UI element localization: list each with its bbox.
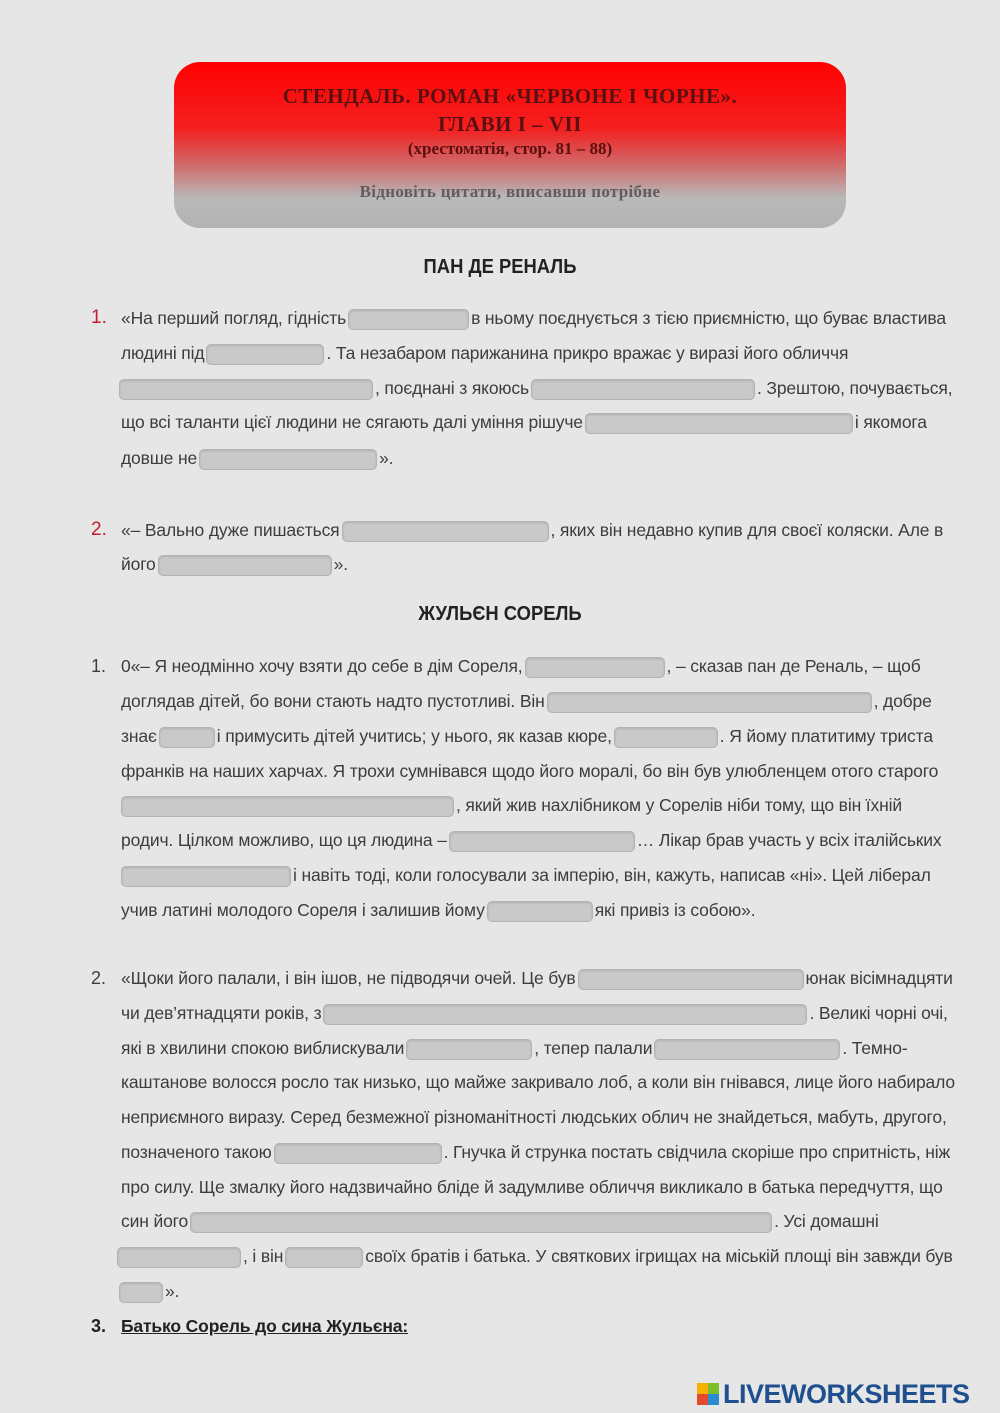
- answer-field[interactable]: [190, 1212, 772, 1233]
- question-label: Батько Сорель до сина Жульєна:: [121, 1316, 409, 1336]
- answer-field[interactable]: [121, 866, 291, 887]
- text-line: які в хвилини спокою виблискували , тепер палали . Темно-: [121, 1038, 908, 1058]
- answer-field[interactable]: [323, 1004, 807, 1025]
- text-line: чи дев’ятнадцяти років, з . Великі чорні очі,: [121, 1003, 948, 1023]
- text-line: син його . Усі домашні: [121, 1211, 879, 1231]
- answer-field[interactable]: [119, 1282, 163, 1303]
- text-line: , і він своїх братів і батька. У святкових ігрищах на міській площі він завжди був: [117, 1245, 953, 1268]
- answer-field[interactable]: [121, 796, 454, 817]
- question-number: 3.: [91, 1316, 107, 1336]
- question-number: 1.: [91, 656, 107, 676]
- answer-field[interactable]: [158, 555, 332, 576]
- source-line: (хрестоматія, стор. 81 – 88): [407, 139, 613, 158]
- section-title-de-renal: ПАН ДЕ РЕНАЛЬ: [423, 256, 577, 278]
- answer-field[interactable]: [119, 379, 373, 400]
- answer-field[interactable]: [547, 692, 872, 713]
- answer-field[interactable]: [274, 1143, 442, 1164]
- answer-field[interactable]: [159, 727, 215, 748]
- text-line: людині під . Та незабаром парижанина прикро вражає у виразі його обличчя: [121, 343, 849, 363]
- text-line: «– Вально дуже пишається , яких він недавно купив для своєї коляски. Але в: [121, 520, 944, 540]
- logo-text: LIVEWORKSHEETS: [723, 1378, 970, 1409]
- text-line: , поєднані з якоюсь . Зрештою, почувається,: [117, 377, 952, 400]
- liveworksheets-logo: [697, 1378, 970, 1410]
- answer-field[interactable]: [285, 1247, 363, 1268]
- text-line: і навіть тоді, коли голосували за імперію, він, кажуть, написав «ні». Цей ліберал: [121, 864, 931, 887]
- text-line: «На перший погляд, гідність в ньому поєднується з тією приємністю, що буває властива: [121, 308, 946, 328]
- answer-field[interactable]: [348, 309, 469, 330]
- title-line: СТЕНДАЛЬ. РОМАН «ЧЕРВОНЕ І ЧОРНЕ».: [282, 84, 738, 108]
- answer-field[interactable]: [406, 1039, 532, 1060]
- question-number: 2.: [91, 519, 107, 540]
- text-line: позначеного такою . Гнучка й струнка постать свідчила скоріше про спритність, ніж: [121, 1142, 951, 1162]
- answer-field[interactable]: [525, 657, 665, 678]
- text-line: учив латині молодого Сореля і залишив йому які привіз із собою».: [121, 900, 756, 920]
- text-line: «Щоки його палали, і він ішов, не підводячи очей. Це був юнак вісімнадцяти: [121, 968, 953, 988]
- text-line: 0«– Я неодмінно хочу взяти до себе в дім Сореля, , – сказав пан де Реналь, – щоб: [121, 656, 921, 676]
- answer-field[interactable]: [199, 449, 377, 470]
- answer-field[interactable]: [654, 1039, 840, 1060]
- instructions-line: Відновіть цитати, вписавши потрібне: [359, 182, 661, 201]
- text-line: каштанове волосся росло так низько, що майже закривало лоб, а коли він гнівався, лице його набирало: [121, 1072, 955, 1092]
- answer-field[interactable]: [614, 727, 718, 748]
- answer-field[interactable]: [531, 379, 755, 400]
- answer-field[interactable]: [487, 901, 593, 922]
- text-line: [121, 1315, 408, 1337]
- title-banner: [174, 62, 846, 228]
- text-line: знає і примусить дітей учитись; у нього, як казав кюре, . Я йому платитиму триста: [121, 726, 933, 746]
- text-line: неприємного виразу. Серед безмежної різноманітності людських облич не знайдеться, мабуть, другого,: [121, 1107, 947, 1127]
- text-line: родич. Цілком можливо, що ця людина – … Лікар брав участь у всіх італійських: [121, 830, 942, 850]
- answer-field[interactable]: [585, 413, 853, 434]
- text-line: доглядав дітей, бо вони стають надто пустотливі. Він , добре: [121, 691, 932, 711]
- chapters-line: ГЛАВИ І – VII: [438, 112, 582, 136]
- answer-field[interactable]: [449, 831, 635, 852]
- answer-field[interactable]: [578, 969, 804, 990]
- text-line: франків на наших харчах. Я трохи сумнівався щодо його моралі, бо він був улюбленцем отого старого: [121, 761, 939, 781]
- answer-field[interactable]: [117, 1247, 241, 1268]
- text-line: довше не ».: [121, 448, 394, 468]
- answer-field[interactable]: [206, 344, 324, 365]
- text-line: його ».: [121, 554, 348, 574]
- answer-field[interactable]: [342, 521, 549, 542]
- section-title-julien: ЖУЛЬЄН СОРЕЛЬ: [418, 603, 582, 625]
- text-line: що всі таланти цієї людини не сягають далі уміння рішуче і якомога: [121, 412, 927, 432]
- text-line: про силу. Ще змалку його надзвичайно бліде й задумливе обличчя викликало в батька передчуття, що: [121, 1177, 943, 1197]
- liveworksheets-icon: [697, 1383, 719, 1405]
- question-number: 2.: [91, 968, 107, 988]
- question-number: 1.: [91, 307, 107, 328]
- text-line: , який жив нахлібником у Сорелів ніби тому, що він їхній: [121, 794, 902, 817]
- text-line: ».: [119, 1280, 179, 1303]
